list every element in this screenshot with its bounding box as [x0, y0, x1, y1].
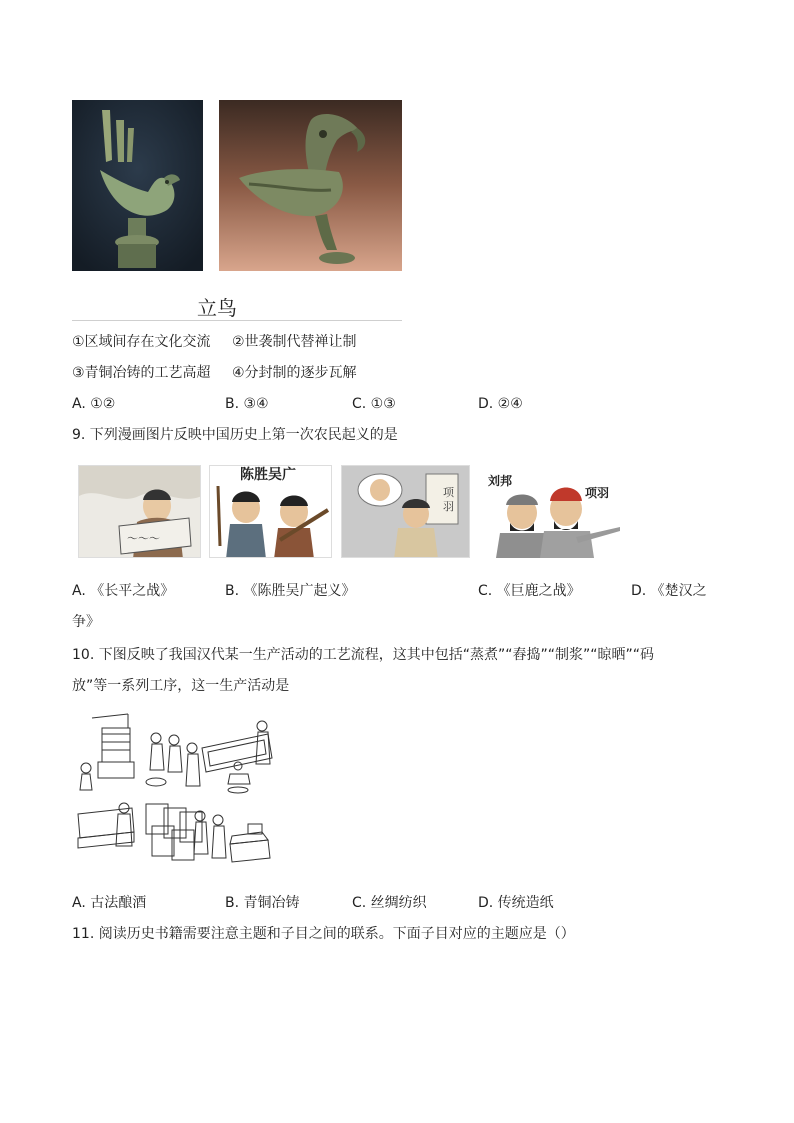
q10-stem-line2: 放”等一系列工序，这一生产活动是 — [72, 678, 290, 694]
q9-option-c[interactable]: C. 《巨鹿之战》 — [478, 583, 581, 599]
statement-4: ④分封制的逐步瓦解 — [232, 365, 357, 381]
q10-option-c[interactable]: C. 丝绸纺织 — [352, 895, 427, 911]
q10-stem-line1: 10. 下图反映了我国汉代某一生产活动的工艺流程，这其中包括“蒸煮”“舂捣”“制浆”“晾晒”“码 — [72, 647, 654, 663]
statement-2: ②世袭制代替禅让制 — [232, 334, 357, 350]
cartoon-label-xiangyu-vertical: 项 羽 — [443, 486, 454, 513]
cartoon-label-chensheng: 陈胜吴广 — [240, 467, 296, 483]
q9-option-d-wrap: 争》 — [72, 614, 100, 630]
caption-divider — [72, 320, 402, 321]
q11-stem: 11. 阅读历史书籍需要注意主题和子目之间的联系。下面子目对应的主题应是（） — [72, 926, 575, 942]
q8-option-d[interactable]: D. ②④ — [478, 396, 523, 412]
svg-text:～～～: ～～～ — [127, 532, 160, 545]
q10-option-d[interactable]: D. 传统造纸 — [478, 895, 554, 911]
q10-option-b[interactable]: B. 青铜冶铸 — [225, 895, 300, 911]
bird-statue-photo-left — [72, 100, 203, 271]
q9-option-a[interactable]: A. 《长平之战》 — [72, 583, 175, 599]
q8-option-a[interactable]: A. ①② — [72, 396, 116, 412]
q8-option-c[interactable]: C. ①③ — [352, 396, 396, 412]
q9-option-b[interactable]: B. 《陈胜吴广起义》 — [225, 583, 356, 599]
cartoon-changping — [78, 465, 201, 558]
statement-3: ③青铜冶铸的工艺高超 — [72, 365, 211, 381]
bird-statue-photo-right — [219, 100, 402, 271]
image-caption: 立鸟 — [197, 296, 237, 320]
papermaking-process-illustration — [72, 708, 278, 872]
q8-option-b[interactable]: B. ③④ — [225, 396, 269, 412]
q9-stem: 9. 下列漫画图片反映中国历史上第一次农民起义的是 — [72, 427, 398, 443]
q9-option-d[interactable]: D. 《楚汉之 — [631, 583, 707, 599]
statement-1: ①区域间存在文化交流 — [72, 334, 211, 350]
cartoon-label-liubang: 刘邦 — [488, 474, 513, 488]
cartoon-label-xiangyu: 项羽 — [585, 486, 610, 500]
q10-option-a[interactable]: A. 古法酿酒 — [72, 895, 147, 911]
